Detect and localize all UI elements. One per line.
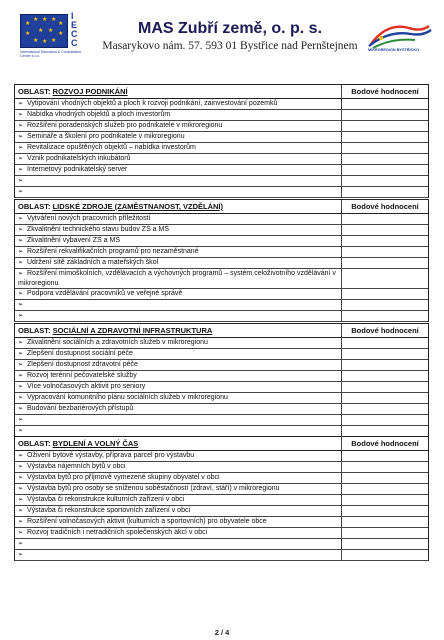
item-text: Výstavba bytů pro příjmově vymezené skupiny obyvatel v obci <box>27 474 220 481</box>
table-row <box>15 247 428 258</box>
table-row-empty <box>15 300 428 311</box>
bullet-arrow-icon: ➢ <box>18 134 24 140</box>
table-row <box>15 99 428 110</box>
item-text: Vypracování komunitního plánu sociálních služeb v mikroregionu <box>27 394 228 401</box>
table-row <box>15 506 428 517</box>
item-text: Udržení sítě základních a mateřských škol <box>27 259 159 266</box>
page-header <box>0 0 444 74</box>
table-row <box>15 528 428 539</box>
item-text: Semináře a školení pro podnikatele v mikroregionu <box>27 133 185 140</box>
table-row-empty <box>15 187 428 198</box>
bullet-arrow-icon: ➢ <box>18 216 24 222</box>
score-input-cell[interactable] <box>342 462 428 472</box>
item-text: Vytipování vhodných objektů a ploch k rozvoji podnikání, zainvestování pozemků <box>27 100 278 107</box>
score-input-cell[interactable] <box>342 506 428 516</box>
table-row-empty <box>15 415 428 426</box>
section-name: ROZVOJ PODNIKÁNÍ <box>52 87 128 96</box>
section-title <box>15 200 342 213</box>
table-row-empty <box>15 550 428 561</box>
score-input-cell[interactable] <box>342 550 428 560</box>
item-cell <box>15 382 342 392</box>
item-text: Zkvalitnění vybavení ZŠ a MŠ <box>27 237 120 244</box>
bullet-arrow-icon: ➢ <box>18 486 24 492</box>
item-cell <box>15 99 342 109</box>
bullet-arrow-icon: ➢ <box>18 552 24 558</box>
item-cell <box>15 236 342 246</box>
item-text: Výstavba či rekonstrukce kulturních zařízení v obci <box>27 496 185 503</box>
item-cell[interactable] <box>15 539 342 549</box>
table-row <box>15 289 428 300</box>
score-input-cell[interactable] <box>342 225 428 235</box>
item-cell <box>15 121 342 131</box>
item-cell[interactable] <box>15 415 342 425</box>
table-row <box>15 236 428 247</box>
item-text: Rozšíření mimoškolních, vzdělávacích a výchovných programů – systém celoživotního vzdělávání v mikroregionu <box>18 270 336 287</box>
score-input-cell[interactable] <box>342 143 428 153</box>
score-header: Bodové hodnocení <box>351 87 419 96</box>
table-row <box>15 258 428 269</box>
item-text: Vznik podnikatelských inkubátorů <box>27 155 131 162</box>
table-row <box>15 462 428 473</box>
item-text: Podpora vzdělávání pracovníků ve veřejné správě <box>27 290 183 297</box>
section-name: LIDSKÉ ZDROJE (ZAMĚSTNANOST, VZDĚLÁNÍ) <box>52 202 224 211</box>
item-text: Vytváření nových pracovních příležitostí <box>27 215 151 222</box>
section-title <box>15 437 342 450</box>
item-cell <box>15 258 342 268</box>
table-row-empty <box>15 176 428 187</box>
svg-text:★: ★ <box>42 16 48 23</box>
item-text: Nabídka vhodných objektů a ploch investorům <box>27 111 171 118</box>
score-input-cell[interactable] <box>342 415 428 425</box>
score-input-cell[interactable] <box>342 214 428 224</box>
bullet-arrow-icon: ➢ <box>18 453 24 459</box>
item-text: Oživení bytové výstavby, příprava parcel pro výstavbu <box>27 452 195 459</box>
bullet-arrow-icon: ➢ <box>18 227 24 233</box>
score-input-cell[interactable] <box>342 187 428 197</box>
table-row <box>15 143 428 154</box>
bullet-arrow-icon: ➢ <box>18 508 24 514</box>
page-number: 2 / 4 <box>214 628 230 637</box>
item-cell <box>15 225 342 235</box>
score-input-cell[interactable] <box>342 473 428 483</box>
item-cell[interactable] <box>15 550 342 560</box>
organization-address: Masarykovo nám. 57. 593 01 Bystřice nad Pernštejnem <box>102 40 358 52</box>
score-input-cell[interactable] <box>342 426 428 436</box>
bullet-arrow-icon: ➢ <box>18 291 24 297</box>
bullet-arrow-icon: ➢ <box>18 189 24 195</box>
section-prefix: OBLAST: <box>18 439 53 448</box>
bullet-arrow-icon: ➢ <box>18 475 24 481</box>
item-text: Revitalizace opuštěných objektů – nabídka investorům <box>27 144 196 151</box>
table-row <box>15 132 428 143</box>
item-cell <box>15 154 342 164</box>
item-text: Rozšíření volnočasových aktivit (kulturních a sportovních) pro obyvatele obce <box>27 518 267 525</box>
bullet-arrow-icon: ➢ <box>18 178 24 184</box>
item-cell <box>15 349 342 359</box>
score-input-cell[interactable] <box>342 154 428 164</box>
item-cell <box>15 338 342 348</box>
score-input-cell[interactable] <box>342 236 428 246</box>
item-cell <box>15 214 342 224</box>
mikroregion-logo <box>365 18 435 52</box>
section-prefix: OBLAST: <box>18 326 53 335</box>
bullet-arrow-icon: ➢ <box>18 238 24 244</box>
table-row <box>15 338 428 349</box>
bullet-arrow-icon: ➢ <box>18 101 24 107</box>
table-row <box>15 495 428 506</box>
score-input-cell[interactable] <box>342 528 428 538</box>
section-title <box>15 324 342 337</box>
table-row <box>15 451 428 462</box>
bullet-arrow-icon: ➢ <box>18 271 24 277</box>
table-row <box>15 269 428 289</box>
score-input-cell[interactable] <box>342 349 428 359</box>
item-text: Budování bezbariérových přístupů <box>27 405 134 412</box>
bullet-arrow-icon: ➢ <box>18 395 24 401</box>
table-row <box>15 214 428 225</box>
table-row <box>15 110 428 121</box>
item-text: Internetový podnikatelský server <box>27 166 128 173</box>
item-text: Výstavba či rekonstrukce sportovních zařízení v obci <box>27 507 191 514</box>
section-name: SOCIÁLNÍ A ZDRAVOTNÍ INFRASTRUKTURA <box>52 326 213 335</box>
score-input-cell[interactable] <box>342 289 428 299</box>
score-input-cell[interactable] <box>342 495 428 505</box>
iecc-letter: C <box>71 29 78 39</box>
table-row <box>15 404 428 415</box>
bullet-arrow-icon: ➢ <box>18 362 24 368</box>
item-text: Výstavba bytů pro osoby se sníženou soběstačností (zdraví, stáří) v mikroregionu <box>27 485 280 492</box>
item-cell <box>15 110 342 120</box>
item-cell[interactable] <box>15 176 342 186</box>
bullet-arrow-icon: ➢ <box>18 249 24 255</box>
item-cell <box>15 143 342 153</box>
eu-flag-logo <box>20 14 68 48</box>
item-text: Zkvalitnění technického stavu budov ZŠ a MŠ <box>27 226 170 233</box>
table-row <box>15 349 428 360</box>
item-cell[interactable] <box>15 187 342 197</box>
bullet-arrow-icon: ➢ <box>18 519 24 525</box>
score-input-cell[interactable] <box>342 132 428 142</box>
bullet-arrow-icon: ➢ <box>18 384 24 390</box>
item-text: Více volnočasových aktivit pro seniory <box>27 383 146 390</box>
item-cell[interactable] <box>15 426 342 436</box>
score-input-cell[interactable] <box>342 165 428 175</box>
score-input-cell[interactable] <box>342 404 428 414</box>
bullet-arrow-icon: ➢ <box>18 406 24 412</box>
bullet-arrow-icon: ➢ <box>18 417 24 423</box>
bullet-arrow-icon: ➢ <box>18 145 24 151</box>
iecc-letter: I <box>71 11 74 21</box>
svg-text:★: ★ <box>51 16 57 23</box>
score-input-cell[interactable] <box>342 360 428 370</box>
svg-text:★: ★ <box>38 27 44 34</box>
item-text: Rozvoj terénní pečovatelské služby <box>27 372 137 379</box>
item-cell <box>15 451 342 461</box>
item-cell[interactable] <box>15 311 342 321</box>
section-bydleni-volny-cas <box>14 436 429 561</box>
score-input-cell[interactable] <box>342 311 428 321</box>
score-input-cell[interactable] <box>342 110 428 120</box>
score-input-cell[interactable] <box>342 371 428 381</box>
bullet-arrow-icon: ➢ <box>18 497 24 503</box>
item-cell <box>15 495 342 505</box>
svg-text:★: ★ <box>51 37 57 44</box>
svg-text:★: ★ <box>58 30 64 37</box>
score-input-cell[interactable] <box>342 99 428 109</box>
bullet-arrow-icon: ➢ <box>18 112 24 118</box>
score-input-cell[interactable] <box>342 176 428 186</box>
section-rozvoj-podnikani <box>14 84 429 198</box>
bullet-arrow-icon: ➢ <box>18 428 24 434</box>
mikroregion-logo-text: MIKROREGION BYSTŘICKO <box>368 48 420 52</box>
score-input-cell[interactable] <box>342 338 428 348</box>
section-title <box>15 85 342 98</box>
bullet-arrow-icon: ➢ <box>18 156 24 162</box>
item-text: Výstavba nájemních bytů v obci <box>27 463 126 470</box>
score-input-cell[interactable] <box>342 517 428 527</box>
item-text: Rozvoj tradičních i netradičních společenských akcí v obci <box>27 529 208 536</box>
score-input-cell[interactable] <box>342 247 428 257</box>
score-input-cell[interactable] <box>342 121 428 131</box>
table-row <box>15 371 428 382</box>
score-header: Bodové hodnocení <box>351 202 419 211</box>
iecc-logo-letters <box>71 12 77 48</box>
score-header: Bodové hodnocení <box>351 439 419 448</box>
bullet-arrow-icon: ➢ <box>18 167 24 173</box>
item-cell <box>15 393 342 403</box>
table-row <box>15 225 428 236</box>
item-text: Rozšíření poradenských služeb pro podnikatele v mikroregionu <box>27 122 223 129</box>
svg-text:★: ★ <box>25 20 31 27</box>
table-row <box>15 165 428 176</box>
item-cell <box>15 132 342 142</box>
svg-text:★: ★ <box>33 16 39 23</box>
score-input-cell[interactable] <box>342 484 428 494</box>
section-name: BYDLENÍ A VOLNÝ ČAS <box>52 439 139 448</box>
score-input-cell[interactable] <box>342 382 428 392</box>
table-row <box>15 360 428 371</box>
bullet-arrow-icon: ➢ <box>18 464 24 470</box>
score-input-cell[interactable] <box>342 269 428 288</box>
table-row-empty <box>15 539 428 550</box>
item-cell <box>15 404 342 414</box>
item-text: Zlepšení dostupnost zdravotní péče <box>27 361 138 368</box>
bullet-arrow-icon: ➢ <box>18 260 24 266</box>
svg-text:★: ★ <box>25 30 31 37</box>
stars-icon <box>21 15 67 47</box>
item-cell <box>15 247 342 257</box>
bullet-arrow-icon: ➢ <box>18 530 24 536</box>
item-cell <box>15 371 342 381</box>
iecc-subtitle: International Education & Consultation Centre s.r.o. <box>20 50 82 59</box>
table-row <box>15 473 428 484</box>
item-cell <box>15 473 342 483</box>
table-row <box>15 484 428 495</box>
score-input-cell[interactable] <box>342 300 428 310</box>
table-row <box>15 121 428 132</box>
item-cell <box>15 517 342 527</box>
bullet-arrow-icon: ➢ <box>18 302 24 308</box>
bullet-arrow-icon: ➢ <box>18 351 24 357</box>
table-row <box>15 393 428 404</box>
organization-title: MAS Zubří země, o. p. s. <box>137 20 323 37</box>
item-text: Zkvalitnění sociálních a zdravotních služeb v mikroregionu <box>27 339 208 346</box>
score-input-cell[interactable] <box>342 539 428 549</box>
section-header-row <box>15 85 428 99</box>
item-text: Zlepšení dostupnost sociální péče <box>27 350 133 357</box>
section-prefix: OBLAST: <box>18 87 53 96</box>
item-cell <box>15 360 342 370</box>
item-text: Rozšíření rekvalifikačních programů pro nezaměstnané <box>27 248 199 255</box>
score-input-cell[interactable] <box>342 451 428 461</box>
score-input-cell[interactable] <box>342 258 428 268</box>
bullet-arrow-icon: ➢ <box>18 340 24 346</box>
iecc-letter: E <box>71 20 78 30</box>
iecc-letter: C <box>71 38 78 48</box>
section-lidske-zdroje <box>14 199 429 322</box>
score-input-cell[interactable] <box>342 393 428 403</box>
svg-text:★: ★ <box>33 37 39 44</box>
bullet-arrow-icon: ➢ <box>18 373 24 379</box>
section-socialni-zdravotni <box>14 323 429 437</box>
section-header-row <box>15 437 428 451</box>
svg-text:★: ★ <box>58 20 64 27</box>
table-row-empty <box>15 311 428 322</box>
item-cell <box>15 462 342 472</box>
bullet-arrow-icon: ➢ <box>18 313 24 319</box>
bullet-arrow-icon: ➢ <box>18 123 24 129</box>
item-cell <box>15 484 342 494</box>
item-cell[interactable] <box>15 300 342 310</box>
bullet-arrow-icon: ➢ <box>18 541 24 547</box>
table-row <box>15 154 428 165</box>
svg-text:★: ★ <box>48 27 54 34</box>
item-cell <box>15 269 342 288</box>
section-header-row <box>15 200 428 214</box>
svg-text:★: ★ <box>42 38 48 45</box>
item-cell <box>15 528 342 538</box>
score-header: Bodové hodnocení <box>351 326 419 335</box>
table-row <box>15 382 428 393</box>
item-cell <box>15 165 342 175</box>
section-prefix: OBLAST: <box>18 202 53 211</box>
table-row <box>15 517 428 528</box>
item-cell <box>15 289 342 299</box>
item-cell <box>15 506 342 516</box>
section-header-row <box>15 324 428 338</box>
